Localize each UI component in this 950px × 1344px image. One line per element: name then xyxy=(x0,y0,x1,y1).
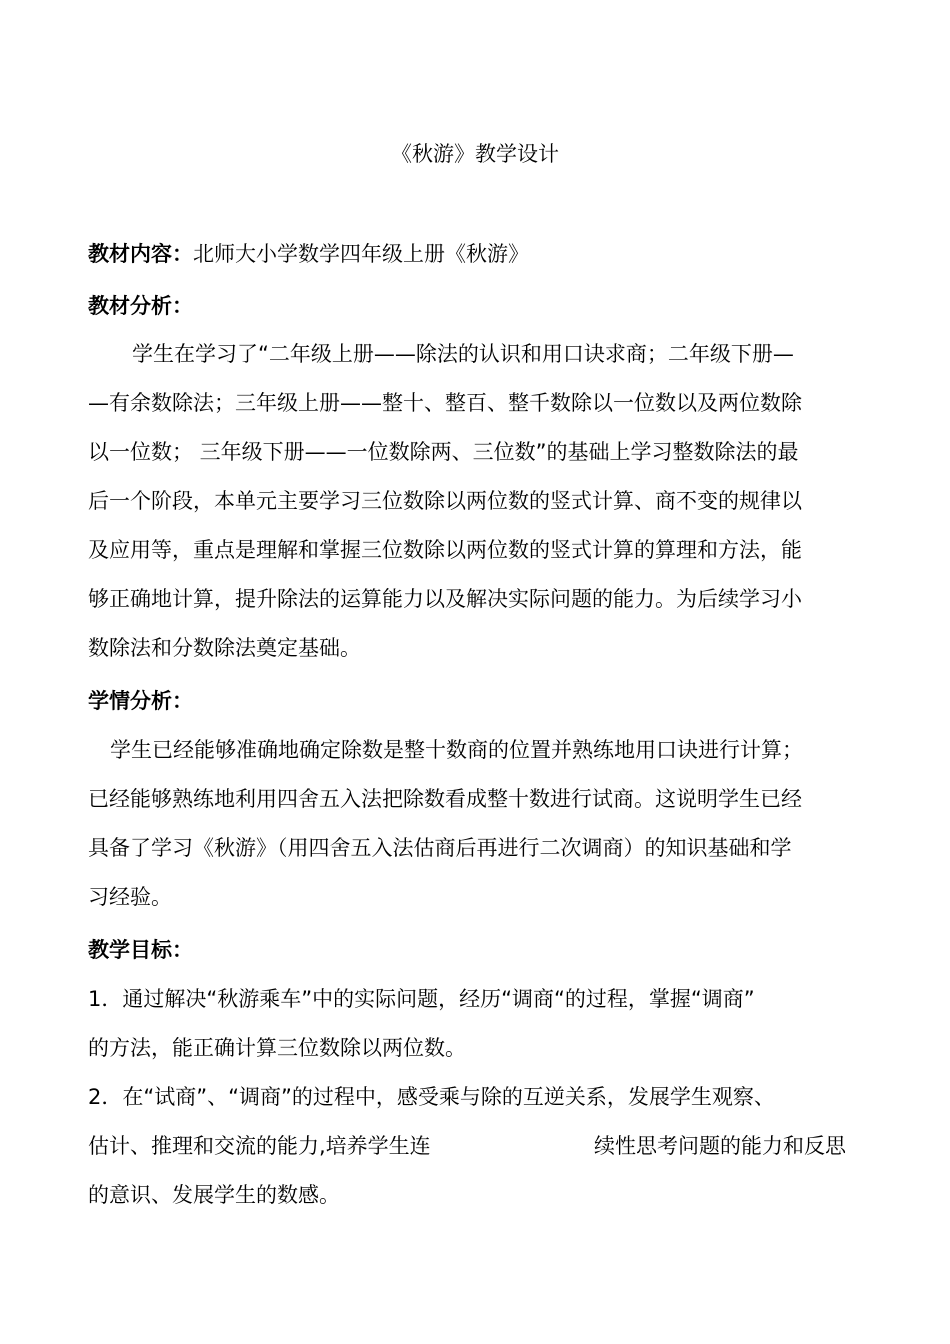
learner-analysis-line: 习经验。 xyxy=(88,885,172,909)
material-content-line xyxy=(88,238,529,268)
material-analysis-line: 后一个阶段，本单元主要学习三位数除以两位数的竖式计算、商不变的规律以 xyxy=(88,489,802,513)
document-title: 《秋游》教学设计 xyxy=(391,142,559,166)
material-content-text: 北师大小学数学四年级上册《秋游》 xyxy=(193,242,529,266)
material-analysis-line: 以一位数； 三年级下册——一位数除两、三位数”的基础上学习整数除法的最 xyxy=(88,440,799,464)
material-content-label: 教材内容： xyxy=(88,242,193,266)
material-analysis-line: 及应用等，重点是理解和掌握三位数除以两位数的竖式计算的算理和方法，能 xyxy=(88,538,802,562)
teaching-goals-heading: 教学目标： xyxy=(88,938,193,962)
material-analysis-line: 数除法和分数除法奠定基础。 xyxy=(88,636,361,660)
material-analysis-line: 学生在学习了“二年级上册——除法的认识和用口诀求商；二年级下册— xyxy=(132,342,794,366)
material-analysis-heading: 教材分析： xyxy=(88,294,193,318)
learner-analysis-line: 具备了学习《秋游》（用四舍五入法估商后再进行二次调商）的知识基础和学 xyxy=(88,836,792,860)
teaching-goal-line: 续性思考问题的能力和反思 xyxy=(594,1134,846,1158)
material-analysis-line: 够正确地计算，提升除法的运算能力以及解决实际问题的能力。为后续学习小 xyxy=(88,587,802,611)
learner-analysis-line: 已经能够熟练地利用四舍五入法把除数看成整十数进行试商。这说明学生已经 xyxy=(88,787,802,811)
learner-analysis-line: 学生已经能够准确地确定除数是整十数商的位置并熟练地用口诀进行计算； xyxy=(110,738,803,762)
learner-analysis-heading: 学情分析： xyxy=(88,689,193,713)
teaching-goal-line: 的方法，能正确计算三位数除以两位数。 xyxy=(88,1036,466,1060)
teaching-goal-line: 1．通过解决“秋游乘车”中的实际问题，经历“调商“的过程，掌握“调商” xyxy=(88,987,755,1011)
material-analysis-line: —有余数除法；三年级上册——整十、整百、整千数除以一位数以及两位数除 xyxy=(88,391,802,415)
teaching-goal-line: 估计、推理和交流的能力,培养学生连 xyxy=(88,1134,431,1158)
teaching-goal-line: 的意识、发展学生的数感。 xyxy=(88,1183,340,1207)
teaching-goal-line: 2．在“试商”、“调商”的过程中，感受乘与除的互逆关系，发展学生观察、 xyxy=(88,1085,775,1109)
